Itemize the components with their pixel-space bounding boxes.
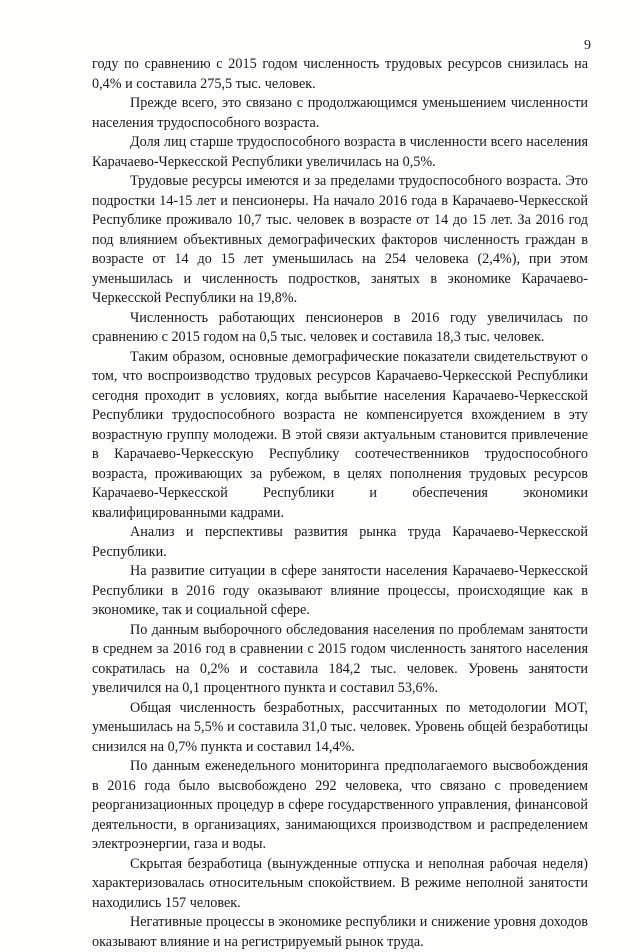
paragraph-11: По данным еженедельного мониторинга предполагаемого высвобождения в 2016 года было высвобождено 292 человека, что связано с проведением реорганизационных процедур в сфере государственного управления, финансовой деятельности, в организациях, занимающихся производством и распределением электроэнергии, газа и воды. — [92, 758, 588, 852]
paragraph-12: Скрытая безработица (вынужденные отпуска и неполная рабочая неделя) характеризовалась относительным спокойствием. В режиме неполной занятости находились 157 человек. — [92, 855, 588, 911]
paragraph-7: Анализ и перспективы развития рынка труда Карачаево-Черкесской Республики. — [92, 524, 588, 560]
paragraph-5: Численность работающих пенсионеров в 2016 году увеличилась по сравнению с 2015 годом на 0,5 тыс. человек и составила 18,3 тыс. человек. — [92, 309, 588, 345]
page-number: 9 — [584, 38, 591, 53]
paragraph-13: Негативные процессы в экономике республики и снижение уровня доходов оказывают влияние и на регистрируемый рынок труда. — [92, 914, 588, 950]
paragraph-4: Трудовые ресурсы имеются и за пределами трудоспособного возраста. Это подростки 14-15 лет и пенсионеры. На начало 2016 года в Карачаево-Черкесской Республике проживало 10,7 тыс. человек в возрасте от 14 до 15 лет. За 2016 год под влиянием объективных демографических факторов численность граждан в возрасте от 14 до 15 лет уменьшилась на 254 человека (2,4%), при этом уменьшилась и численность подростков, занятых в экономике Карачаево-Черкесской Республики на 19,8%. — [92, 173, 588, 306]
paragraph-9: По данным выборочного обследования населения по проблемам занятости в среднем за 2016 год в сравнении с 2015 годом численность занятого населения сократилась на 0,2% и составила 184,2 тыс. человек. Уровень занятости увеличился на 0,1 процентного пункта и составил 53,6%. — [92, 621, 588, 696]
paragraph-10: Общая численность безработных, рассчитанных по методологии МОТ, уменьшилась на 5,5% и составила 31,0 тыс. человек. Уровень общей безработицы снизился на 0,7% пункта и составил 14,4%. — [92, 699, 588, 755]
document-body — [92, 55, 588, 952]
paragraph-6: Таким образом, основные демографические показатели свидетельствуют о том, что воспроизводство трудовых ресурсов Карачаево-Черкесской Республики сегодня проходит в условиях, когда выбытие населения Карачаево-Черкесской Республики трудоспособного возраста не компенсируется вхождением в эту возрастную группу молодежи. В этой связи актуальным становится привлечение в Карачаево-Черкесскую Республику соотечественников трудоспособного возраста, проживающих за рубежом, в целях пополнения трудовых ресурсов Карачаево-Черкесской Республики и обеспечения экономики квалифицированными кадрами. — [92, 348, 588, 521]
paragraph-2: Прежде всего, это связано с продолжающимся уменьшением численности населения трудоспособного возраста. — [92, 95, 588, 131]
paragraph-3: Доля лиц старше трудоспособного возраста в численности всего населения Карачаево-Черкесской Республики увеличилась на 0,5%. — [92, 134, 588, 170]
paragraph-1: году по сравнению с 2015 годом численность трудовых ресурсов снизилась на 0,4% и составила 275,5 тыс. человек. — [92, 56, 588, 92]
paragraph-8: На развитие ситуации в сфере занятости населения Карачаево-Черкесской Республики в 2016 году оказывают влияние процессы, происходящие как в экономике, так и социальной сфере. — [92, 563, 588, 618]
